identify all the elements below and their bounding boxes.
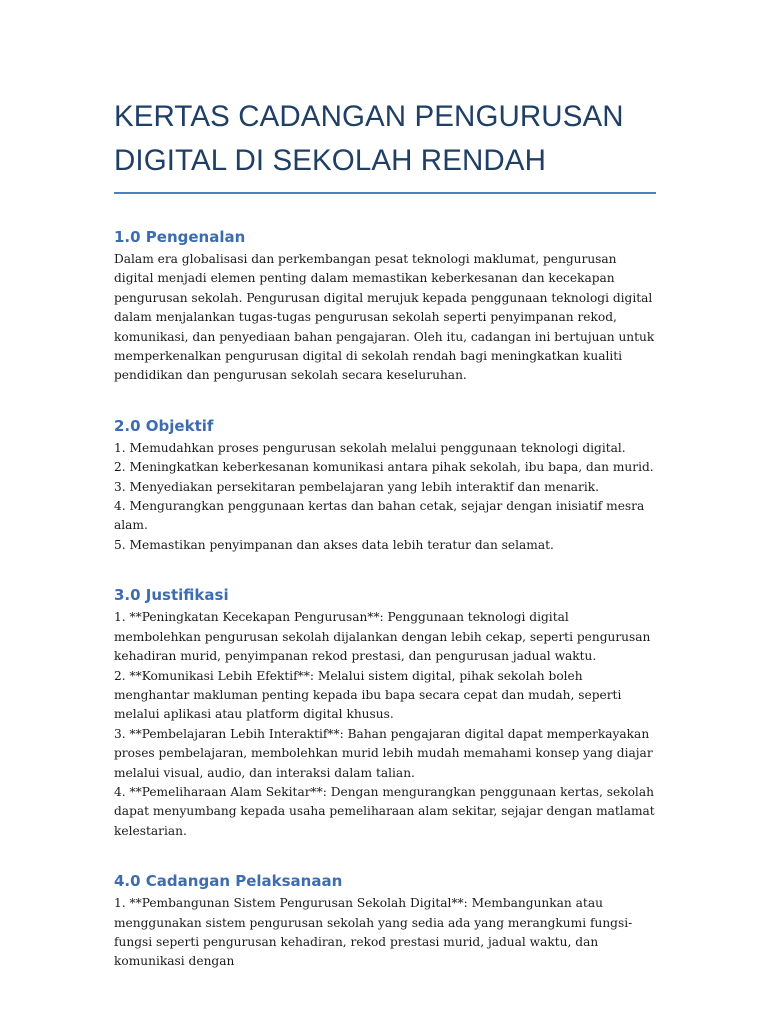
list-item: 3. **Pembelajaran Lebih Interaktif**: Bahan pengajaran digital dapat memperkayakan proses pembelajaran, membolehkan murid lebih mudah memahami konsep yang diajar melalui visual, audio, dan interaksi dalam talian. — [114, 726, 653, 780]
section-heading: 4.0 Cadangan Pelaksanaan — [114, 872, 343, 891]
list-item: 1. Memudahkan proses pengurusan sekolah melalui penggunaan teknologi digital. — [114, 440, 626, 455]
section-heading: 1.0 Pengenalan — [114, 228, 246, 246]
list-item: 1. **Pembangunan Sistem Pengurusan Sekolah Digital**: Membangunkan atau menggunakan sistem pengurusan sekolah yang sedia ada yang merangkumi fungsi-fungsi seperti pengurusan kehadiran, rekod prestasi murid, jadual waktu, dan komunikasi dengan — [114, 896, 633, 969]
list-item: 4. **Pemeliharaan Alam Sekitar**: Dengan mengurangkan penggunaan kertas, sekolah dapat menyumbang kepada usaha pemeliharaan alam sekitar, sejajar dengan matlamat kelestarian. — [114, 784, 655, 838]
list-item: 1. **Peningkatan Kecekapan Pengurusan**: Penggunaan teknologi digital membolehkan pengurusan sekolah dijalankan dengan lebih cekap, seperti pengurusan kehadiran murid, penyimpanan rekod prestasi, dan pengurusan jadual waktu. — [114, 610, 651, 664]
implementation-list — [114, 894, 659, 972]
document-page — [114, 0, 659, 972]
document-title — [114, 0, 659, 183]
section-justifikasi — [114, 584, 659, 841]
list-item: 5. Memastikan penyimpanan dan akses data lebih teratur dan selamat. — [114, 537, 554, 552]
objective-list — [114, 439, 659, 555]
title-divider — [114, 192, 656, 194]
list-item: 2. Meningkatkan keberkesanan komunikasi antara pihak sekolah, ibu bapa, dan murid. — [114, 460, 654, 475]
section-heading: 3.0 Justifikasi — [114, 586, 229, 605]
section-heading: 2.0 Objektif — [114, 416, 214, 435]
section-objektif — [114, 415, 659, 555]
list-item: 4. Mengurangkan penggunaan kertas dan bahan cetak, sejajar dengan inisiatif mesra alam. — [114, 499, 645, 533]
list-item: 2. **Komunikasi Lebih Efektif**: Melalui sistem digital, pihak sekolah boleh menghantar makluman penting kepada ibu bapa secara cepat dan mudah, seperti melalui aplikasi atau platform digital khusus. — [114, 668, 622, 722]
title-line-2: DIGITAL DI SEKOLAH RENDAH — [114, 144, 546, 177]
section-paragraph: Dalam era globalisasi dan perkembangan pesat teknologi maklumat, pengurusan digital menjadi elemen penting dalam memastikan keberkesanan dan kecekapan pengurusan sekolah. Pengurusan digital merujuk kepada penggunaan teknologi digital dalam menjalankan tugas-tugas pengurusan sekolah seperti penyimpanan rekod, komunikasi, dan penyediaan bahan pengajaran. Oleh itu, cadangan ini bertujuan untuk memperkenalkan pengurusan digital di sekolah rendah bagi meningkatkan kualiti pendidikan dan pengurusan sekolah secara keseluruhan. — [114, 252, 655, 383]
list-item: 3. Menyediakan persekitaran pembelajaran yang lebih interaktif dan menarik. — [114, 479, 600, 494]
title-line-1: KERTAS CADANGAN PENGURUSAN — [114, 100, 624, 133]
justification-list — [114, 608, 659, 841]
section-cadangan-pelaksanaan — [114, 870, 659, 972]
section-pengenalan — [114, 226, 659, 386]
